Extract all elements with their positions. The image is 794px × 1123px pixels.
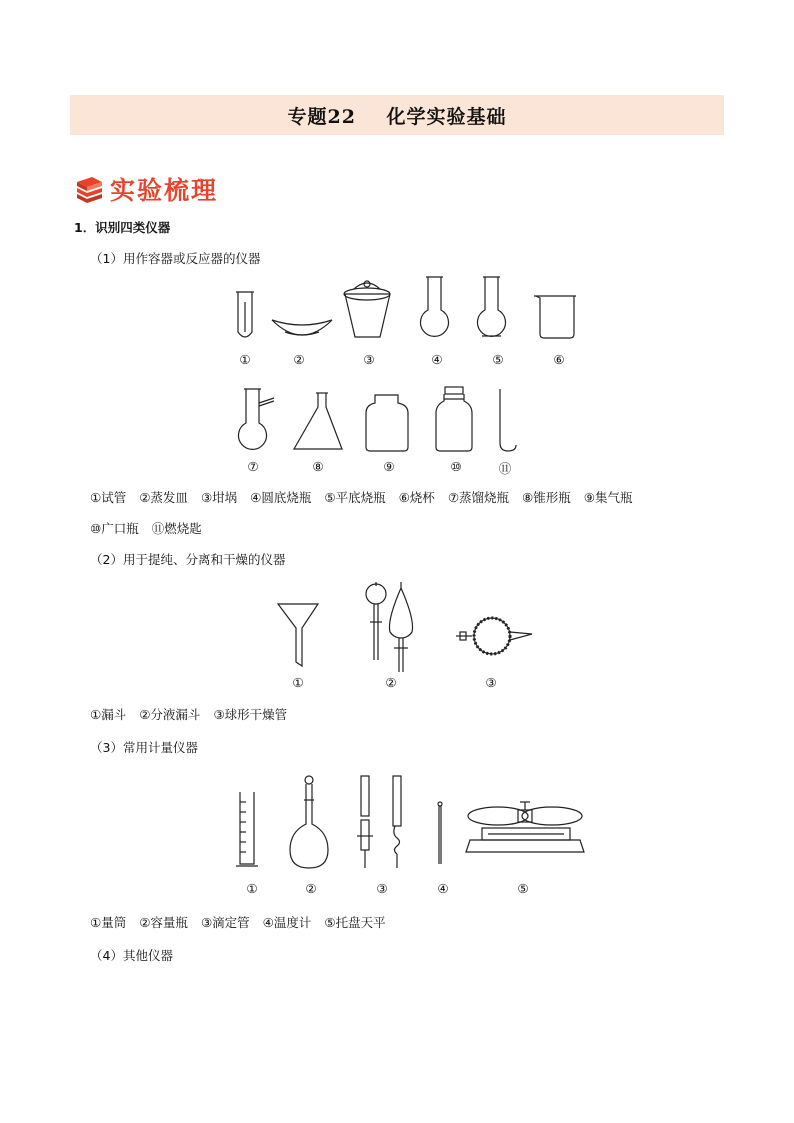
label-10: ⑩ xyxy=(450,459,462,474)
round-bottom-flask-drawing xyxy=(421,277,449,336)
label-vol-flask: ② xyxy=(305,881,317,896)
page-title-bar xyxy=(70,95,724,135)
label-9: ⑨ xyxy=(383,459,395,474)
heading-identify-instruments: 1．识别四类仪器 xyxy=(74,220,171,235)
label-drying-tube: ③ xyxy=(485,675,497,690)
section-title: 实验梳理 xyxy=(110,176,219,205)
pear-separatory-funnel-drawing xyxy=(389,582,412,672)
label-1: ① xyxy=(239,352,251,367)
section-heading xyxy=(74,172,218,206)
crucible-drawing xyxy=(344,281,390,337)
separation-legend: ①漏斗 ②分液漏斗 ③球形干燥管 xyxy=(90,707,288,722)
label-8: ⑧ xyxy=(312,459,324,474)
graduated-cylinder-drawing xyxy=(236,792,258,866)
acid-burette-drawing xyxy=(357,776,373,868)
drying-tube-drawing xyxy=(456,618,532,654)
volumetric-flask-drawing xyxy=(290,776,328,868)
containers-legend-line2: ⑩广口瓶 ⑪燃烧匙 xyxy=(90,521,202,536)
label-funnel: ① xyxy=(292,675,304,690)
sub4-title: （4）其他仪器 xyxy=(90,948,173,963)
measuring-legend: ①量筒 ②容量瓶 ③滴定管 ④温度计 ⑤托盘天平 xyxy=(90,915,386,930)
title-topic: 专题22 xyxy=(287,105,356,128)
wide-mouth-bottle-drawing xyxy=(436,387,472,451)
distilling-flask-drawing xyxy=(239,389,275,449)
sub3-title: （3）常用计量仪器 xyxy=(90,740,198,755)
title-name: 化学实验基础 xyxy=(386,105,507,128)
separatory-funnel-drawing xyxy=(366,582,386,660)
label-2: ② xyxy=(293,352,305,367)
test-tube-drawing xyxy=(236,292,254,337)
combustion-spoon-drawing xyxy=(500,389,516,451)
measuring-figure xyxy=(230,772,585,872)
pan-balance-drawing xyxy=(466,802,584,852)
gas-jar-drawing xyxy=(366,395,408,451)
evaporating-dish-drawing xyxy=(272,320,332,335)
containers-figure-row2 xyxy=(230,385,530,457)
label-5: ⑤ xyxy=(492,352,504,367)
beaker-drawing xyxy=(534,296,576,338)
thermometer-drawing xyxy=(438,802,442,864)
label-burette: ③ xyxy=(376,881,388,896)
books-icon xyxy=(74,174,104,204)
label-7: ⑦ xyxy=(247,459,259,474)
flat-bottom-flask-drawing xyxy=(478,277,506,336)
label-3: ③ xyxy=(363,352,375,367)
label-sep-funnel: ② xyxy=(385,675,397,690)
label-4: ④ xyxy=(431,352,443,367)
label-6: ⑥ xyxy=(553,352,565,367)
sub2-title: （2）用于提纯、分离和干燥的仪器 xyxy=(90,552,286,567)
funnel-drawing xyxy=(278,604,318,666)
containers-figure-row1 xyxy=(230,272,590,346)
sub1-title: （1）用作容器或反应器的仪器 xyxy=(90,251,261,266)
base-burette-drawing xyxy=(393,776,401,868)
conical-flask-drawing xyxy=(294,393,342,449)
label-cylinder: ① xyxy=(246,881,258,896)
separation-figure xyxy=(270,580,540,675)
containers-legend-line1: ①试管 ②蒸发皿 ③坩埚 ④圆底烧瓶 ⑤平底烧瓶 ⑥烧杯 ⑦蒸馏烧瓶 ⑧锥形瓶 ⑨集气瓶 xyxy=(90,490,633,505)
label-11: ⑪ xyxy=(498,461,512,476)
label-balance: ⑤ xyxy=(517,881,529,896)
label-thermometer: ④ xyxy=(437,881,449,896)
